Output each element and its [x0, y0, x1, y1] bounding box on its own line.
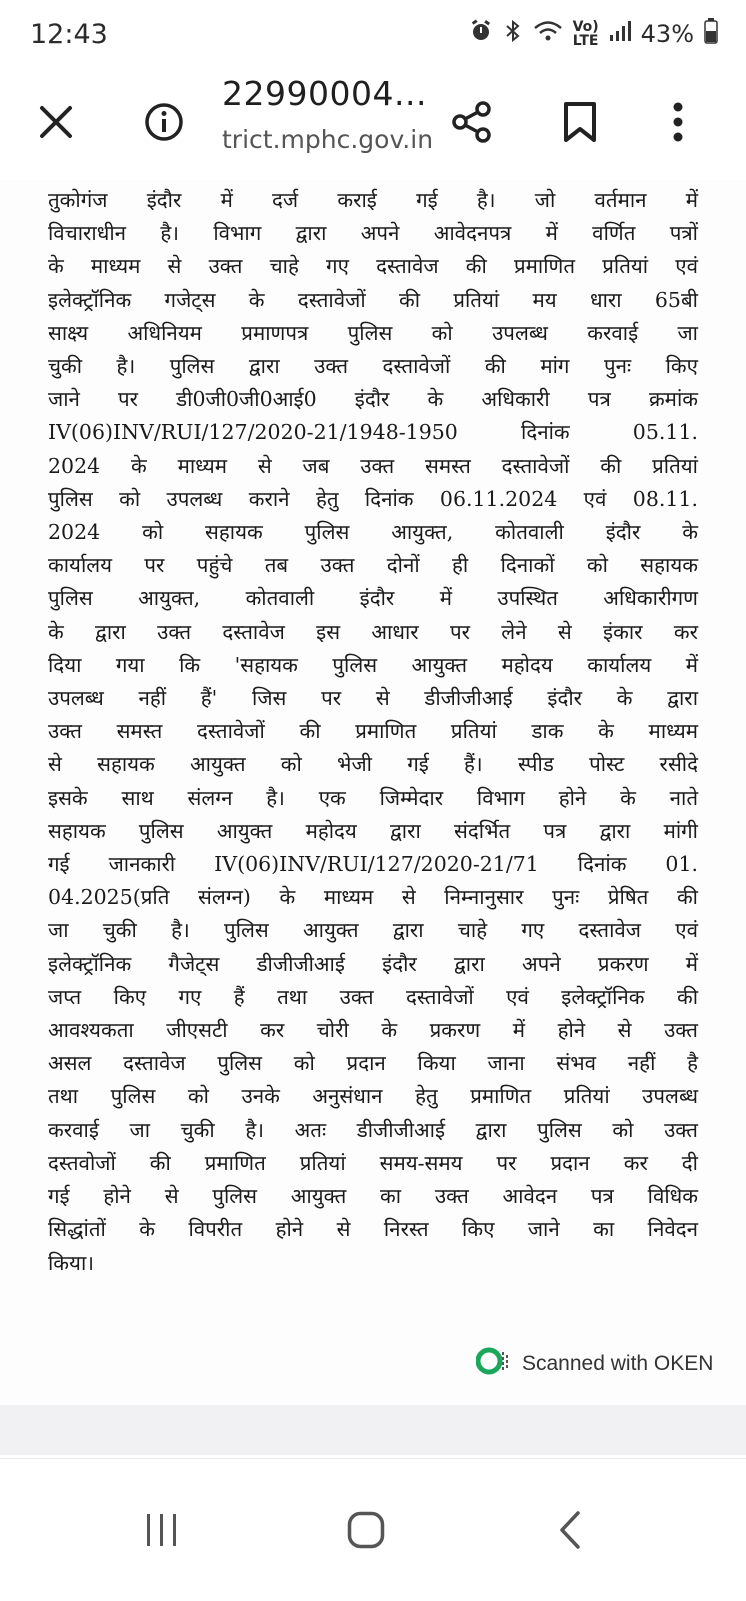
document-line: से सहायक आयुक्त को भेजी गई हैं। स्पीड पोस्ट रसीदे	[48, 752, 698, 777]
document-line: इलेक्ट्रॉनिक गजेट्स के दस्तावेजों की प्रतियां मय धारा 65बी	[48, 287, 698, 312]
document-line: 2024 के माध्यम से जब उक्त समस्त दस्तावेजों की प्रतियां	[48, 453, 698, 478]
recent-apps-icon	[144, 1512, 180, 1552]
document-line: किया।	[48, 1250, 95, 1275]
document-line: पुलिस को उपलब्ध कराने हेतु दिनांक 06.11.2024 एवं 08.11.	[48, 486, 698, 511]
document-line: विचाराधीन है। विभाग द्वारा अपने आवेदनपत्र में वर्णित पत्रों	[48, 221, 698, 246]
document-line: इसके साथ संलग्न है। एक जिम्मेदार विभाग होने के नाते	[48, 785, 698, 810]
document-line: साक्ष्य अधिनियम प्रमाणपत्र पुलिस को उपलब्ध करवाई जा	[48, 320, 698, 345]
browser-toolbar	[0, 68, 746, 180]
back-button[interactable]	[530, 1497, 610, 1567]
document-line: दस्तवोजों की प्रमाणित प्रतियां समय-समय पर प्रदान कर दी	[48, 1150, 698, 1175]
document-line: करवाई जा चुकी है। अतः डीजीजीआई द्वारा पुलिस को उक्त	[48, 1117, 698, 1142]
document-line: तुकोगंज इंदौर में दर्ज कराई गई है। जो वर्तमान में	[48, 188, 698, 212]
back-icon	[557, 1510, 583, 1554]
document-line: सिद्धांतों के विपरीत होने से निरस्त किए जाने का निवेदन	[48, 1217, 698, 1242]
more-options-button[interactable]	[642, 88, 714, 160]
watermark-text: Scanned with OKEN	[522, 1352, 714, 1375]
battery-icon	[704, 18, 718, 50]
signal-icon	[609, 20, 631, 48]
more-vert-icon	[672, 102, 684, 146]
document-line: जा चुकी है। पुलिस आयुक्त द्वारा चाहे गए दस्तावेज एवं	[48, 918, 698, 943]
info-icon	[144, 102, 184, 146]
page-title-block[interactable]	[222, 74, 432, 154]
close-button[interactable]	[20, 88, 92, 160]
document-line: गई होने से पुलिस आयुक्त का उक्त आवेदन पत्र विधिक	[48, 1184, 698, 1209]
document-line: जप्त किए गए हैं तथा उक्त दस्तावेजों एवं इलेक्ट्रॉनिक की	[48, 984, 698, 1009]
info-button[interactable]	[128, 88, 200, 160]
pdf-page-viewer[interactable]	[0, 180, 746, 1405]
page-title: 22990004...	[222, 74, 427, 113]
status-bar	[0, 0, 746, 68]
alarm-icon	[469, 19, 493, 49]
home-button[interactable]	[326, 1497, 406, 1567]
share-button[interactable]	[436, 88, 508, 160]
document-line: आवश्यकता जीएसटी कर चोरी के प्रकरण में होने से उक्त	[48, 1018, 698, 1043]
document-line: इलेक्ट्रॉनिक गैजेट्स डीजीजीआई इंदौर द्वारा अपने प्रकरण में	[48, 951, 698, 976]
document-line: असल दस्तावेज पुलिस को प्रदान किया जाना संभव नहीं है	[48, 1051, 698, 1076]
document-line: दिया गया कि 'सहायक पुलिस आयुक्त महोदय कार्यालय में	[48, 652, 698, 677]
network-label-bottom: LTE	[572, 33, 599, 49]
viewer-bottom-area	[0, 1405, 746, 1455]
status-time: 12:43	[30, 18, 108, 50]
home-icon	[347, 1511, 385, 1553]
document-line: गई जानकारी IV(06)INV/RUI/127/2020-21/71 दिनांक 01.	[48, 852, 698, 877]
recent-apps-button[interactable]	[122, 1497, 202, 1567]
scanner-watermark	[476, 1346, 713, 1382]
document-line: सहायक पुलिस आयुक्त महोदय द्वारा संदर्भित पत्र द्वारा मांगी	[48, 818, 698, 843]
document-line: 2024 को सहायक पुलिस आयुक्त, कोतवाली इंदौर के	[48, 520, 698, 545]
document-line: कार्यालय पर पहुंचे तब उक्त दोनों ही दिनाकों को सहायक	[48, 553, 698, 578]
document-line: चुकी है। पुलिस द्वारा उक्त दस्तावेजों की मांग पुनः किए	[48, 354, 698, 379]
network-type-label	[573, 20, 599, 48]
network-label-top: Vo)	[572, 19, 599, 35]
bookmark-button[interactable]	[544, 88, 616, 160]
bluetooth-icon	[503, 19, 523, 49]
document-line: के माध्यम से उक्त चाहे गए दस्तावेज की प्रमाणित प्रतियां एवं	[48, 254, 698, 279]
document-line: तथा पुलिस को उनके अनुसंधान हेतु प्रमाणित प्रतियां उपलब्ध	[48, 1084, 698, 1109]
status-icons	[469, 18, 718, 50]
document-text	[48, 184, 698, 1280]
close-icon	[39, 105, 73, 143]
bookmark-icon	[563, 101, 597, 147]
page-url: trict.mphc.gov.in	[222, 125, 434, 154]
document-line: उपलब्ध नहीं हैं' जिस पर से डीजीजीआई इंदौर के द्वारा	[48, 686, 698, 711]
scanner-logo-icon	[476, 1346, 510, 1382]
document-line: जाने पर डी0जी0जी0आई0 इंदौर के अधिकारी पत्र क्रमांक	[48, 387, 698, 412]
document-line: 04.2025(प्रति संलग्न) के माध्यम से निम्नानुसार पुनः प्रेषित की	[48, 885, 698, 910]
document-line: उक्त समस्त दस्तावेजों की प्रमाणित प्रतियां डाक के माध्यम	[48, 719, 698, 744]
share-icon	[450, 100, 494, 148]
document-line: IV(06)INV/RUI/127/2020-21/1948-1950 दिनांक 05.11.	[48, 420, 698, 445]
system-navigation-bar	[0, 1458, 746, 1601]
document-line: के द्वारा उक्त दस्तावेज इस आधार पर लेने से इंकार कर	[48, 619, 698, 644]
wifi-icon	[533, 19, 563, 49]
battery-percent: 43%	[640, 20, 694, 48]
document-line: पुलिस आयुक्त, कोतवाली इंदौर में उपस्थित अधिकारीगण	[48, 586, 698, 611]
